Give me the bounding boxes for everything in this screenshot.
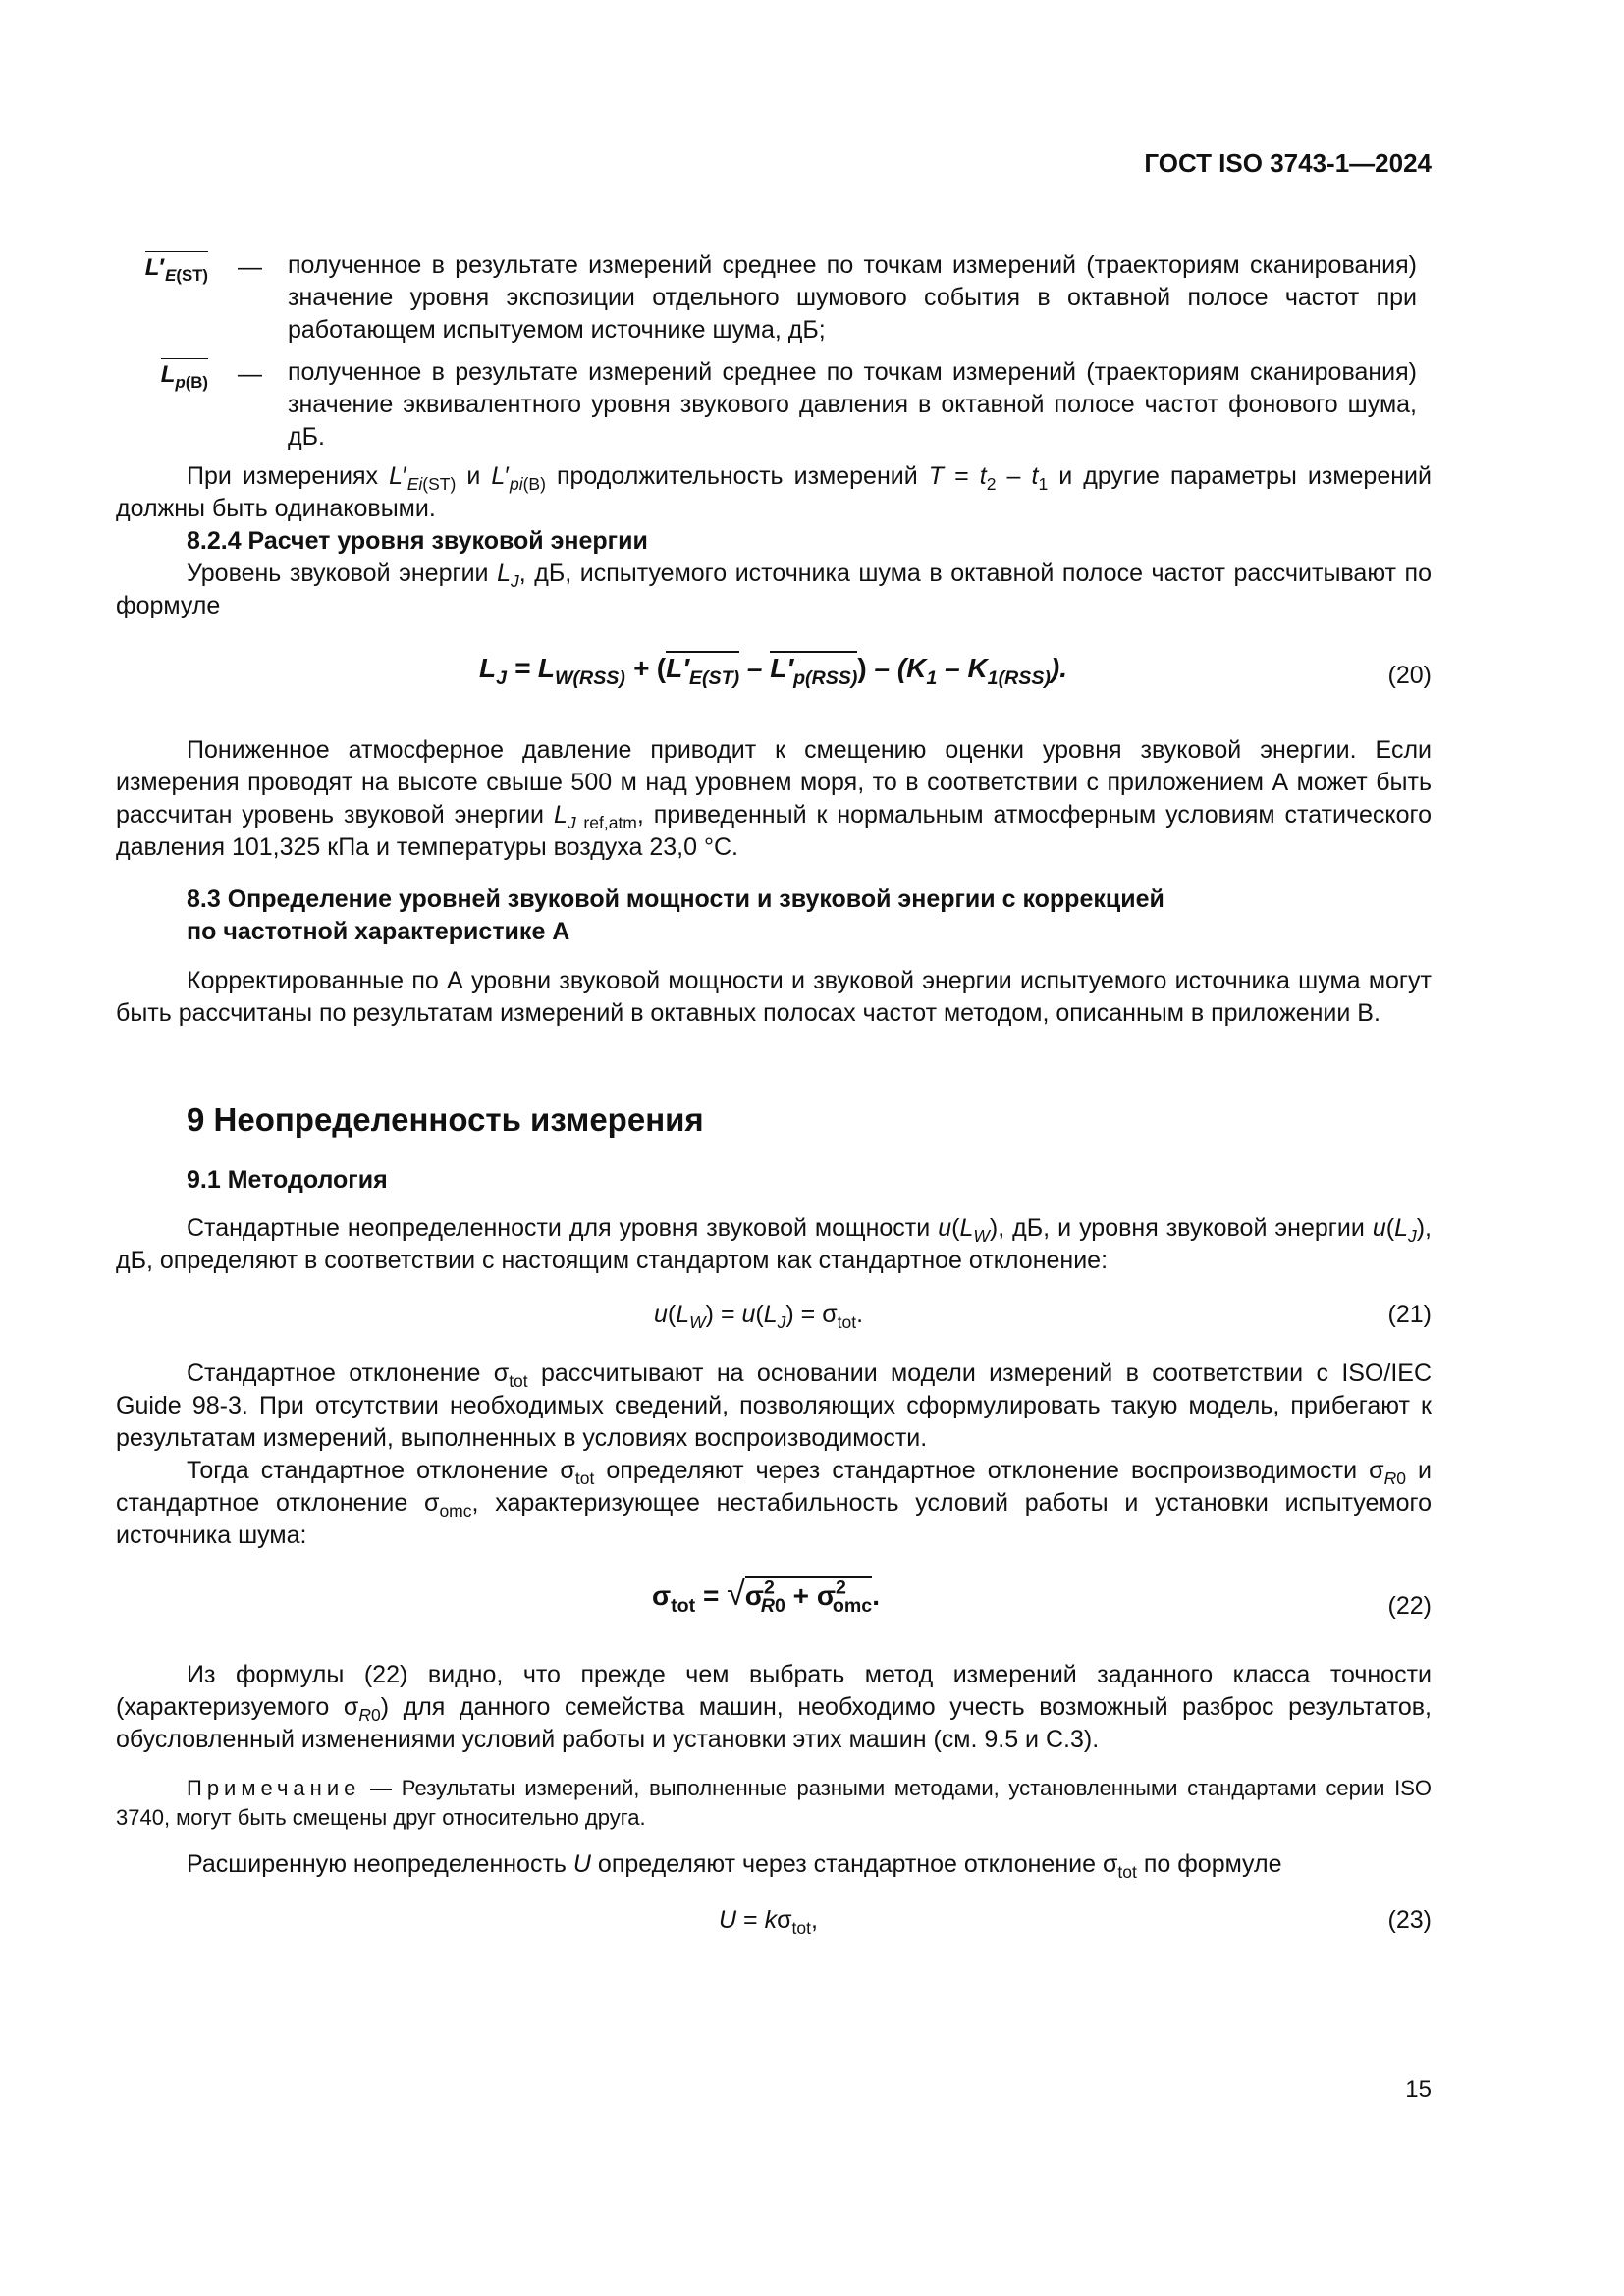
- equation-23: $U = k\sigma_{tot}$,: [719, 1906, 818, 1939]
- symbol-lp-b: $L_{p(B)}$: [126, 358, 208, 391]
- definition-dash: —: [238, 253, 262, 281]
- definition-text: полученное в результате измерений среднее по точкам измерений (траекториям сканирования) значение уровня экспозиции отдельного шумового события в октавной полосе частот при работающем испытуемом источнике шума, дБ;: [288, 251, 1417, 344]
- paragraph-energy-level: Уровень звуковой энергии $L_J$, дБ, испытуемого источника шума в октавной полосе частот рассчитывают по формуле: [116, 560, 1432, 619]
- paragraph-accuracy-class: Из формулы (22) видно, что прежде чем выбрать метод измерений заданного класса точности (характеризуемого $\sigma_{R0}$) для данного семейства машин, необходимо учесть возможный разброс результатов, обусловленный изменениями условий работы и установки этих машин (см. 9.5 и С.3).: [116, 1661, 1432, 1753]
- section-heading-9: 9 Неопределенность измерения: [187, 1101, 704, 1138]
- equation-22: $\sigma_{tot} = √\sigma^2_{R0} + \sigma^2_{omc}$.: [652, 1575, 880, 1617]
- section-heading-8-3: 8.3 Определение уровней звуковой мощности и звуковой энергии с коррекцией по частотной характеристике А: [187, 885, 1164, 945]
- definition-dash: —: [238, 360, 262, 388]
- equation-number: (21): [1387, 1301, 1432, 1328]
- section-heading-8-2-4: 8.2.4 Расчет уровня звуковой энергии: [187, 527, 648, 555]
- equation-number: (20): [1387, 662, 1432, 689]
- paragraph-sigma-tot: Стандартное отклонение $\sigma_{tot}$ рассчитывают на основании модели измерений в соответствии с ISO/IEC Guide 98-3. При отсутствии необходимых сведений, позволяющих сформулировать такую модель, прибегают к результатам измерений, выполненных в условиях воспроизводимости.: [116, 1360, 1433, 1452]
- definition-text: полученное в результате измерений среднее по точкам измерений (траекториям сканирования) значение эквивалентного уровня звукового давления в октавной полосе частот фонового шума, дБ.: [288, 358, 1417, 451]
- note: Примечание — Результаты измерений, выполненные разными методами, установленными стандартами серии ISO 3740, могут быть смещены друг относительно друга.: [116, 1776, 1432, 1830]
- equation-21: $u(L_W) = u(L_J) = \sigma_{tot}$.: [654, 1301, 864, 1333]
- page-number: 15: [1405, 2076, 1432, 2103]
- equation-number: (22): [1387, 1592, 1432, 1620]
- paragraph-measurements: При измерениях $L'_{Ei(ST)}$ и $L'_{pi(B)}$ продолжительность измерений $T = t_2 - t_1$ и другие параметры измерений должны быть одинаковыми.: [116, 462, 1432, 522]
- paragraph-reproducibility: Тогда стандартное отклонение $\sigma_{tot}$ определяют через стандартное отклонение воспроизводимости $\sigma_{R0}$ и стандартное отклонение $\sigma_{omc}$, характеризующее нестабильность условий работы и установки испытуемого источника шума:: [116, 1457, 1432, 1549]
- paragraph-expanded-uncertainty: Расширенную неопределенность U определяют через стандартное отклонение $\sigma_{tot}$ по формуле: [187, 1850, 1282, 1883]
- section-heading-9-1: 9.1 Методология: [187, 1166, 388, 1194]
- paragraph-a-weighted: Корректированные по А уровни звуковой мощности и звуковой энергии испытуемого источника шума могут быть рассчитаны по результатам измерений в октавных полосах частот методом, описанным в приложении В.: [116, 967, 1432, 1027]
- equation-20: $L_J = L_{W(RSS)} + (L'_{E(ST)} - L'_{p(RSS)}) - (K_1 - K_{1(RSS)})$.: [479, 653, 1068, 689]
- document-code: ГОСТ ISO 3743-1—2024: [1144, 148, 1432, 178]
- paragraph-methodology: Стандартные неопределенности для уровня звуковой мощности $u(L_W)$, дБ, и уровня звуковой энергии $u(L_J)$, дБ, определяют в соответствии с настоящим стандартом как стандартное отклонение:: [116, 1214, 1432, 1274]
- equation-number: (23): [1387, 1906, 1432, 1934]
- paragraph-pressure: Пониженное атмосферное давление приводит к смещению оценки уровня звуковой энергии. Если измерения проводят на высоте свыше 500 м над уровнем моря, то в соответствии с приложением А может быть рассчитан уровень звуковой энергии $L_J$ $_{ref,atm}$, приведенный к нормальным атмосферным условиям статического давления 101,325 кПа и температуры воздуха 23,0 °С.: [116, 736, 1432, 861]
- symbol-le-st: $L'_{E(ST)}$: [126, 251, 208, 284]
